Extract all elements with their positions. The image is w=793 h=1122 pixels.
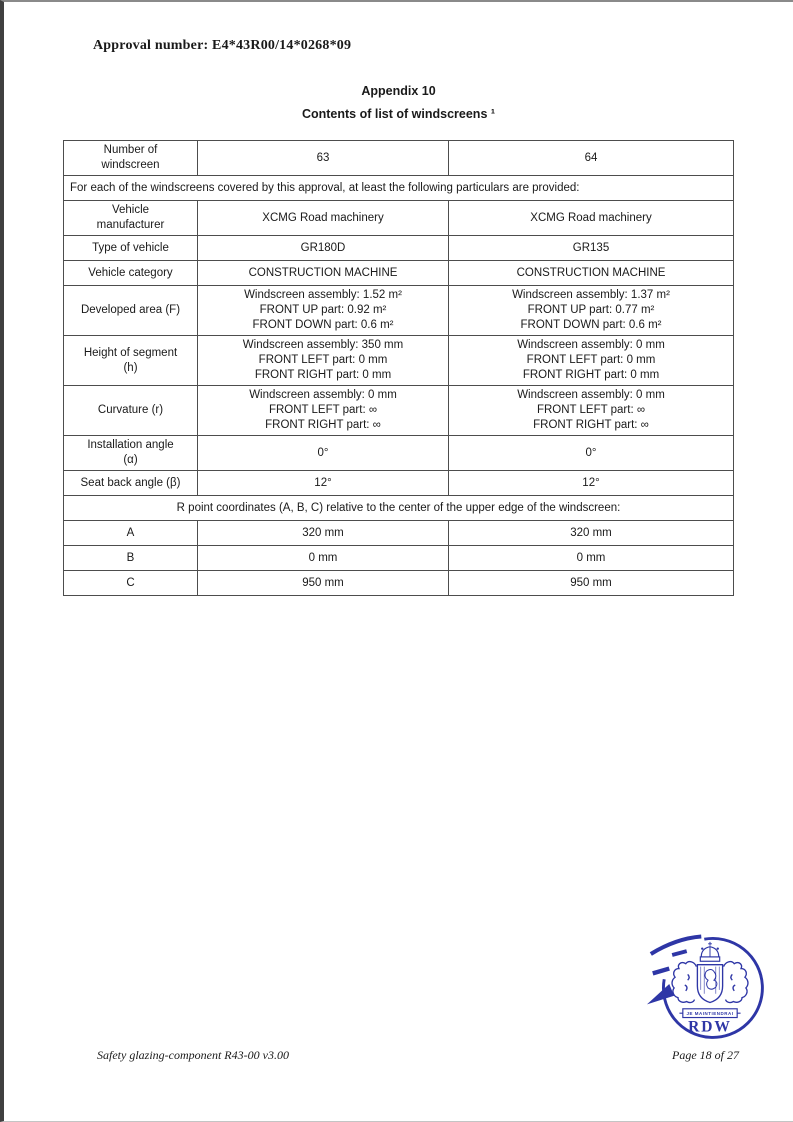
- table-cell: 950 mm: [198, 571, 449, 596]
- table-row: [64, 386, 734, 436]
- row-label: Curvature (r): [64, 386, 198, 436]
- motto-text: JE MAINTIENDRAI: [686, 1011, 734, 1017]
- table-row: [64, 546, 734, 571]
- row-label: Vehicle category: [64, 261, 198, 286]
- table-row: [64, 521, 734, 546]
- approval-number: Approval number: E4*43R00/14*0268*09: [93, 38, 352, 53]
- table-cell: 320 mm: [198, 521, 449, 546]
- row-label: Type of vehicle: [64, 236, 198, 261]
- table-cell: CONSTRUCTION MACHINE: [198, 261, 449, 286]
- note-text: For each of the windscreens covered by this approval, at least the following particulars are provided:: [64, 176, 734, 201]
- document-reference: Safety glazing-component R43-00 v3.00: [97, 1048, 289, 1062]
- table-row: [64, 436, 734, 471]
- table-row: [64, 286, 734, 336]
- row-label: Number of windscreen: [64, 141, 198, 176]
- row-label: Developed area (F): [64, 286, 198, 336]
- table-row: [64, 571, 734, 596]
- note-row: [64, 496, 734, 521]
- table-cell: 0 mm: [198, 546, 449, 571]
- table-cell: CONSTRUCTION MACHINE: [449, 261, 734, 286]
- table-cell: GR135: [449, 236, 734, 261]
- table-cell: GR180D: [198, 236, 449, 261]
- table-row: [64, 336, 734, 386]
- windscreen-table: [63, 140, 734, 596]
- table-cell: Windscreen assembly: 350 mm FRONT LEFT part: 0 mm FRONT RIGHT part: 0 mm: [198, 336, 449, 386]
- row-label: Seat back angle (β): [64, 471, 198, 496]
- table-cell: 12°: [449, 471, 734, 496]
- table-row: [64, 261, 734, 286]
- note-row: [64, 176, 734, 201]
- table-cell: 0°: [449, 436, 734, 471]
- table-cell: 320 mm: [449, 521, 734, 546]
- note-text: R point coordinates (A, B, C) relative to the center of the upper edge of the windscreen:: [64, 496, 734, 521]
- row-label: B: [64, 546, 198, 571]
- row-label: Height of segment (h): [64, 336, 198, 386]
- table-cell: 0°: [198, 436, 449, 471]
- row-label: A: [64, 521, 198, 546]
- shield-icon: [697, 965, 722, 1003]
- table-cell: 0 mm: [449, 546, 734, 571]
- table-cell: XCMG Road machinery: [449, 201, 734, 236]
- lion-left-icon: [672, 962, 696, 1003]
- row-label: Vehicle manufacturer: [64, 201, 198, 236]
- table-cell: 64: [449, 141, 734, 176]
- crown-icon: [700, 942, 719, 961]
- table-cell: Windscreen assembly: 1.37 m² FRONT UP part: 0.77 m² FRONT DOWN part: 0.6 m²: [449, 286, 734, 336]
- lion-right-icon: [724, 962, 748, 1003]
- document-subtitle: Contents of list of windscreens ¹: [301, 107, 496, 121]
- motto-banner: [679, 1009, 740, 1018]
- table-row: [64, 201, 734, 236]
- table-cell: XCMG Road machinery: [198, 201, 449, 236]
- table-cell: Windscreen assembly: 0 mm FRONT LEFT part: ∞ FRONT RIGHT part: ∞: [449, 386, 734, 436]
- table-row: [64, 471, 734, 496]
- table-cell: Windscreen assembly: 0 mm FRONT LEFT part: 0 mm FRONT RIGHT part: 0 mm: [449, 336, 734, 386]
- table-cell: 12°: [198, 471, 449, 496]
- table-cell: 63: [198, 141, 449, 176]
- appendix-title: Appendix 10: [361, 84, 436, 98]
- table-cell: Windscreen assembly: 1.52 m² FRONT UP part: 0.92 m² FRONT DOWN part: 0.6 m²: [198, 286, 449, 336]
- title-block: [4, 84, 793, 121]
- table-cell: 950 mm: [449, 571, 734, 596]
- rdw-text: RDW: [688, 1018, 732, 1036]
- row-label: C: [64, 571, 198, 596]
- table-row: [64, 141, 734, 176]
- rdw-stamp: [645, 926, 775, 1046]
- page-number: Page 18 of 27: [672, 1048, 739, 1062]
- rdw-stamp-graphic: [645, 926, 775, 1046]
- table-row: [64, 236, 734, 261]
- table-cell: Windscreen assembly: 0 mm FRONT LEFT part: ∞ FRONT RIGHT part: ∞: [198, 386, 449, 436]
- row-label: Installation angle (α): [64, 436, 198, 471]
